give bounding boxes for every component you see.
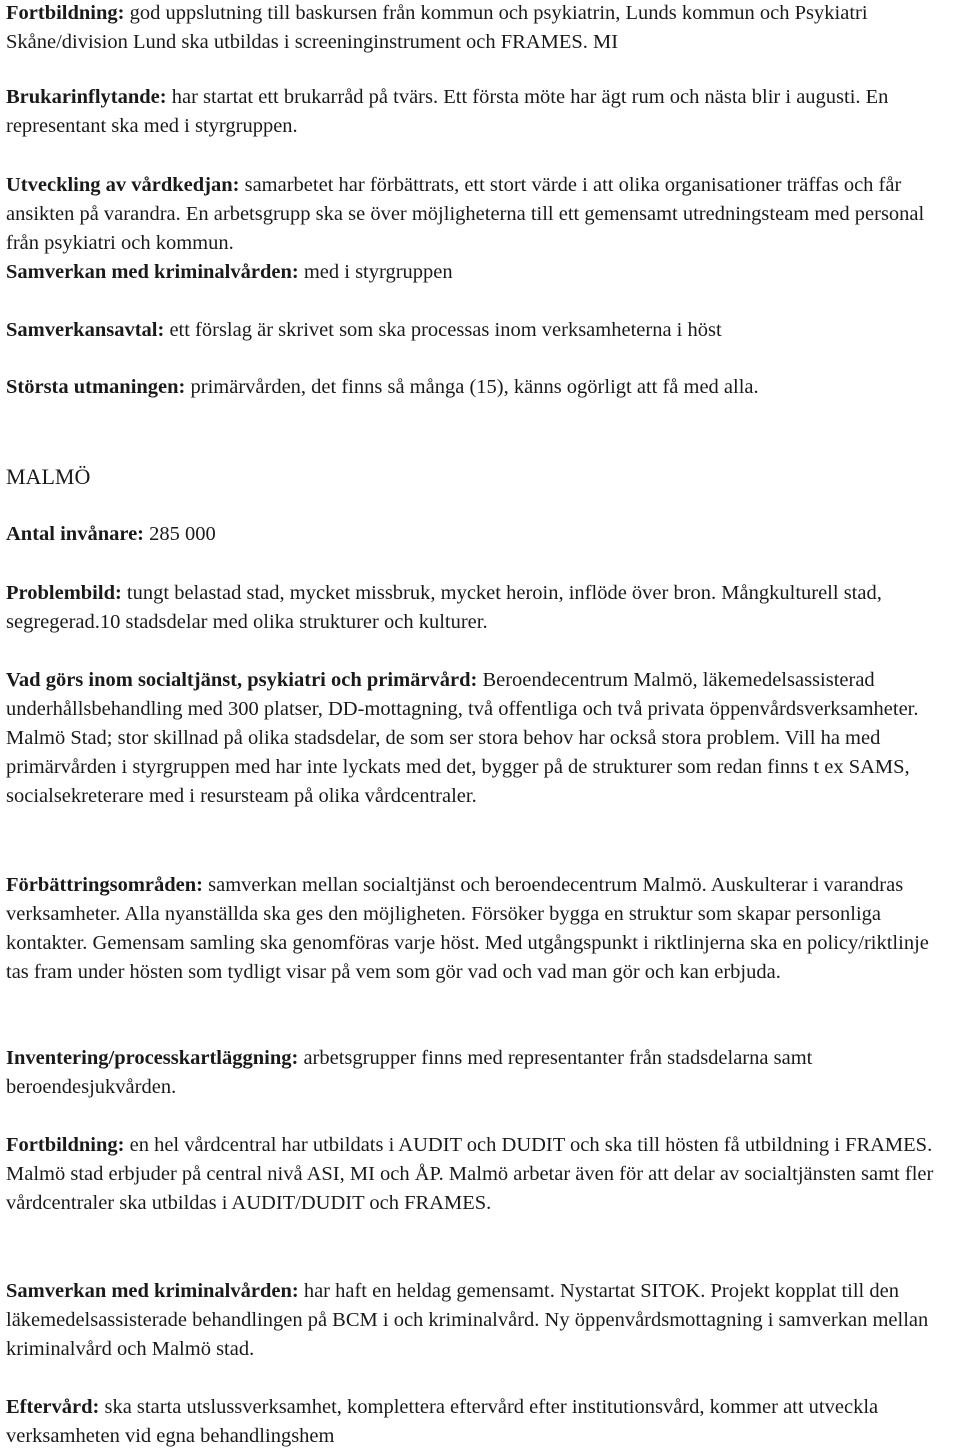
paragraph-inventering — [6, 1044, 956, 1102]
paragraph-text: Beroendecentrum Malmö, läkemedelsassisterad underhållsbehandling med 300 platser, DD-mottagning, två offentliga och två privata öppenvårdsverksamheter. Malmö Stad; stor skillnad på olika stadsdelar, de som ser stora behov har också stora problem. Vill ha med primärvården i styrgruppen med har inte lyckats med det, bygger på de strukturer som redan finns t ex SAMS, socialsekreterare med i resursteam på olika vårdcentraler. — [6, 669, 919, 807]
paragraph-label: Brukarinflytande: — [6, 86, 167, 108]
paragraph-text: 285 000 — [144, 523, 216, 545]
paragraph-text: tungt belastad stad, mycket missbruk, mycket heroin, inflöde över bron. Mångkulturell stad, segregerad.10 stadsdelar med olika strukturer och kulturer. — [6, 582, 882, 633]
paragraph-samverkan-kriminalvarden-malmo — [6, 1277, 956, 1364]
paragraph-label: Problembild: — [6, 582, 122, 604]
paragraph-label: Samverkan med kriminalvården: — [6, 261, 299, 283]
paragraph-text: ska starta utslussverksamhet, komplettera eftervård efter institutionsvård, kommer att utveckla verksamheten vid egna behandlingshem — [6, 1396, 879, 1447]
paragraph-vad-gors — [6, 666, 956, 811]
paragraph-label: Fortbildning: — [6, 1134, 125, 1156]
paragraph-text: en hel vårdcentral har utbildats i AUDIT och DUDIT och ska till hösten få utbildning i FRAMES. Malmö stad erbjuder på central nivå ASI, MI och ÅP. Malmö arbetar även för att delar av socialtjänsten samt fler vårdcentraler ska utbildas i AUDIT/DUDIT och FRAMES. — [6, 1134, 934, 1214]
paragraph-text: samarbetet har förbättrats, ett stort värde i att olika organisationer träffas och får ansikten på varandra. En arbetsgrupp ska se över möjligheterna till ett gemensamt utredningsteam med personal från psykiatri och kommun. — [6, 174, 925, 254]
paragraph-text: samverkan mellan socialtjänst och beroendecentrum Malmö. Auskulterar i varandras verksamheter. Alla nyanställda ska ges den möjligheten. Försöker bygga en struktur som skapar personliga kontakter. Gemensam samling ska genomföras varje höst. Med utgångspunkt i riktlinjerna ska en policy/riktlinje tas fram under hösten som tydligt visar på vem som gör vad och vad man gör och kan erbjuda. — [6, 874, 929, 983]
paragraph-text: med i styrgruppen — [298, 261, 453, 283]
paragraph-label: Samverkan med kriminalvården: — [6, 1280, 299, 1302]
paragraph-label: Utveckling av vårdkedjan: — [6, 174, 240, 196]
paragraph-text: god uppslutning till baskursen från kommun och psykiatrin, Lunds kommun och Psykiatri Skåne/division Lund ska utbildas i screeninginstrument och FRAMES. MI — [6, 2, 868, 53]
paragraph-text: har haft en heldag gemensamt. Nystartat SITOK. Projekt kopplat till den läkemedelsassisterade behandlingen på BCM i och kriminalvård. Ny öppenvårdsmottagning i samverkan mellan kriminalvård och Malmö stad. — [6, 1280, 929, 1360]
section-heading-text: MALMÖ — [6, 464, 91, 489]
paragraph-label: Största utmaningen: — [6, 376, 186, 398]
paragraph-label: Antal invånare: — [6, 523, 145, 545]
paragraph-eftervard — [6, 1393, 956, 1451]
paragraph-samverkansavtal — [6, 316, 956, 345]
paragraph-brukarinflytande — [6, 83, 956, 141]
paragraph-problembild — [6, 579, 956, 637]
paragraph-text: ett förslag är skrivet som ska processas inom verksamheterna i höst — [164, 319, 722, 341]
paragraph-forbattringsomraden — [6, 871, 956, 987]
paragraph-text: primärvården, det finns så många (15), känns ogörligt att få med alla. — [185, 376, 759, 398]
paragraph-label: Inventering/processkartläggning: — [6, 1047, 299, 1069]
paragraph-antal-invanare — [6, 520, 956, 549]
paragraph-label: Samverkansavtal: — [6, 319, 165, 341]
paragraph-text: har startat ett brukarråd på tvärs. Ett första möte har ägt rum och nästa blir i augusti. En representant ska med i styrgruppen. — [6, 86, 889, 137]
paragraph-utveckling-vardkedjan — [6, 171, 956, 258]
section-heading-malmo — [6, 462, 956, 491]
paragraph-samverkan-kriminalvarden-lund — [6, 258, 956, 287]
paragraph-fortbildning-malmo — [6, 1131, 956, 1218]
paragraph-text: arbetsgrupper finns med representanter från stadsdelarna samt beroendesjukvården. — [6, 1047, 813, 1098]
paragraph-label: Vad görs inom socialtjänst, psykiatri och primärvård: — [6, 669, 478, 691]
paragraph-label: Fortbildning: — [6, 2, 125, 24]
paragraph-fortbildning-lund — [6, 0, 956, 57]
paragraph-storsta-utmaningen — [6, 373, 956, 402]
paragraph-label: Förbättringsområden: — [6, 874, 204, 896]
paragraph-label: Eftervård: — [6, 1396, 100, 1418]
